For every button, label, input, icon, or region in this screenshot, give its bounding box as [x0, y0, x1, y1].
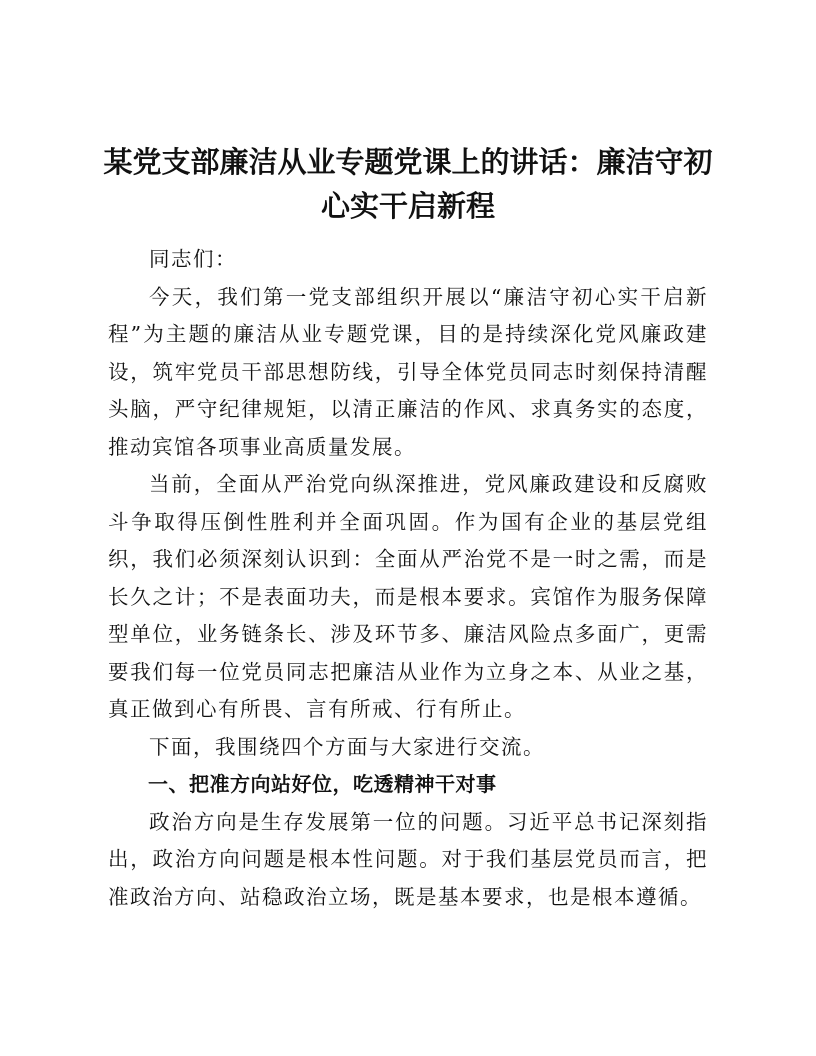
- salutation: 同志们：: [149, 247, 237, 271]
- document-body: [108, 241, 708, 916]
- paragraph-intro: 今天，我们第一党支部组织开展以“廉洁守初心实干启新程”为主题的廉洁从业专题党课，目的是持续深化党风廉政建设，筑牢党员干部思想防线，引导全体党员同志时刻保持清醒头脑，严守纪律规矩，以清正廉洁的作风、求真务实的态度，推动宾馆各项事业高质量发展。: [108, 284, 708, 459]
- section-1-paragraph: 政治方向是生存发展第一位的问题。习近平总书记深刻指出，政治方向问题是根本性问题。对于我们基层党员而言，把准政治方向、站稳政治立场，既是基本要求，也是根本遵循。: [108, 809, 708, 909]
- paragraph-transition: 下面，我围绕四个方面与大家进行交流。: [149, 734, 545, 759]
- section-heading-1: 一、把准方向站好位，吃透精神干对事: [148, 772, 497, 796]
- paragraph-context: 当前，全面从严治党向纵深推进，党风廉政建设和反腐败斗争取得压倒性胜利并全面巩固。作为国有企业的基层党组织，我们必须深刻认识到：全面从严治党不是一时之需，而是长久之计；不是表面功夫，而是根本要求。宾馆作为服务保障型单位，业务链条长、涉及环节多、廉洁风险点多面广，更需要我们每一位党员同志把廉洁从业作为立身之本、从业之基，真正做到心有所畏、言有所戒、行有所止。: [108, 472, 708, 721]
- document-title: 某党支部廉洁从业专题党课上的讲话：廉洁守初心实干启新程: [103, 145, 713, 223]
